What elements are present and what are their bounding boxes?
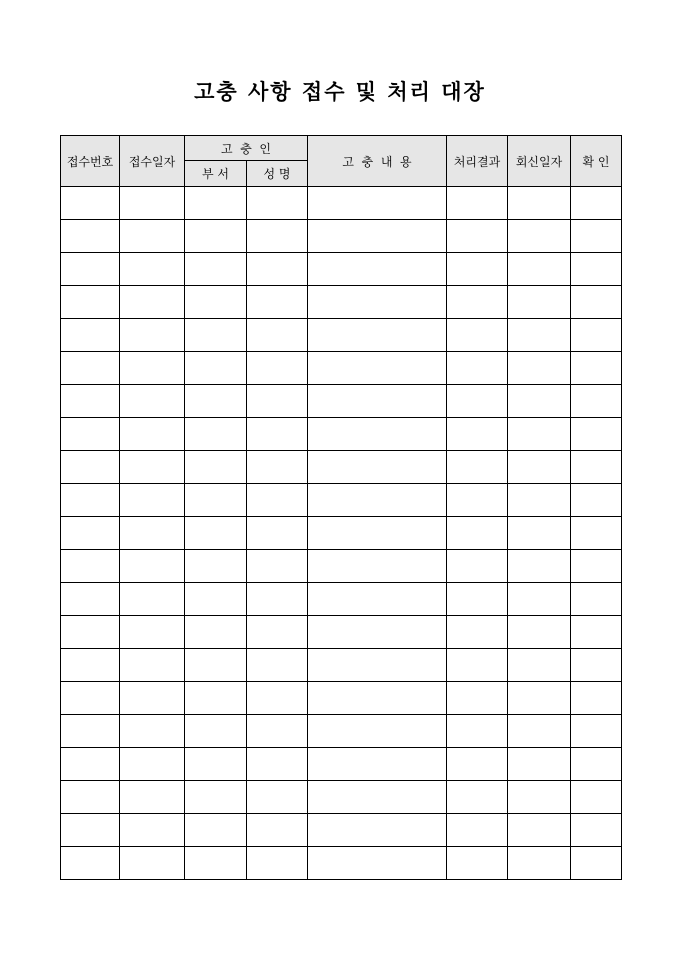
ledger-cell[interactable]	[308, 220, 447, 253]
ledger-cell[interactable]	[185, 484, 247, 517]
ledger-cell[interactable]	[447, 616, 508, 649]
ledger-cell[interactable]	[185, 286, 247, 319]
ledger-cell[interactable]	[508, 253, 571, 286]
ledger-cell[interactable]	[61, 550, 120, 583]
ledger-cell[interactable]	[308, 517, 447, 550]
ledger-cell[interactable]	[447, 319, 508, 352]
ledger-cell[interactable]	[61, 319, 120, 352]
ledger-cell[interactable]	[120, 319, 185, 352]
ledger-cell[interactable]	[185, 220, 247, 253]
ledger-cell[interactable]	[571, 748, 622, 781]
ledger-row	[61, 715, 622, 748]
complaint-ledger-table	[60, 135, 622, 880]
ledger-cell[interactable]	[308, 286, 447, 319]
ledger-cell[interactable]	[185, 187, 247, 220]
ledger-row	[61, 484, 622, 517]
ledger-cell[interactable]	[120, 550, 185, 583]
ledger-cell[interactable]	[447, 649, 508, 682]
ledger-cell[interactable]	[571, 319, 622, 352]
ledger-cell[interactable]	[120, 253, 185, 286]
ledger-cell[interactable]	[571, 847, 622, 880]
ledger-cell[interactable]	[247, 649, 308, 682]
ledger-cell[interactable]	[308, 418, 447, 451]
ledger-cell[interactable]	[508, 385, 571, 418]
ledger-cell[interactable]	[120, 286, 185, 319]
ledger-cell[interactable]	[571, 814, 622, 847]
ledger-cell[interactable]	[447, 748, 508, 781]
ledger-body	[61, 187, 622, 880]
ledger-row	[61, 220, 622, 253]
ledger-cell[interactable]	[308, 814, 447, 847]
ledger-cell[interactable]	[247, 748, 308, 781]
ledger-cell[interactable]	[571, 220, 622, 253]
ledger-cell[interactable]	[61, 814, 120, 847]
ledger-cell[interactable]	[447, 385, 508, 418]
ledger-row	[61, 649, 622, 682]
ledger-row	[61, 550, 622, 583]
ledger-cell[interactable]	[447, 220, 508, 253]
ledger-cell[interactable]	[571, 451, 622, 484]
ledger-cell[interactable]	[120, 583, 185, 616]
ledger-cell[interactable]	[120, 451, 185, 484]
ledger-cell[interactable]	[185, 847, 247, 880]
ledger-cell[interactable]	[571, 418, 622, 451]
ledger-cell[interactable]	[185, 781, 247, 814]
ledger-row	[61, 319, 622, 352]
ledger-cell[interactable]	[120, 748, 185, 781]
ledger-cell[interactable]	[308, 847, 447, 880]
ledger-cell[interactable]	[61, 253, 120, 286]
ledger-cell[interactable]	[185, 550, 247, 583]
ledger-cell[interactable]	[308, 484, 447, 517]
ledger-cell[interactable]	[61, 352, 120, 385]
ledger-cell[interactable]	[120, 649, 185, 682]
ledger-cell[interactable]	[508, 814, 571, 847]
ledger-row	[61, 187, 622, 220]
ledger-cell[interactable]	[61, 715, 120, 748]
ledger-cell[interactable]	[61, 682, 120, 715]
ledger-cell[interactable]	[120, 682, 185, 715]
ledger-row	[61, 385, 622, 418]
ledger-cell[interactable]	[447, 682, 508, 715]
ledger-cell[interactable]	[185, 319, 247, 352]
ledger-cell[interactable]	[61, 847, 120, 880]
ledger-cell[interactable]	[61, 616, 120, 649]
header-receipt-no: 접수번호	[61, 136, 120, 187]
ledger-cell[interactable]	[508, 748, 571, 781]
ledger-cell[interactable]	[61, 583, 120, 616]
ledger-cell[interactable]	[120, 220, 185, 253]
ledger-row	[61, 748, 622, 781]
page-title: 고충 사항 접수 및 처리 대장	[194, 79, 486, 104]
ledger-cell[interactable]	[247, 583, 308, 616]
ledger-cell[interactable]	[308, 682, 447, 715]
ledger-cell[interactable]	[185, 715, 247, 748]
ledger-cell[interactable]	[571, 187, 622, 220]
header-complainant: 고 충 인	[185, 136, 308, 161]
ledger-cell[interactable]	[508, 484, 571, 517]
ledger-cell[interactable]	[120, 187, 185, 220]
ledger-cell[interactable]	[508, 583, 571, 616]
ledger-cell[interactable]	[308, 451, 447, 484]
ledger-row	[61, 418, 622, 451]
ledger-cell[interactable]	[185, 418, 247, 451]
ledger-cell[interactable]	[447, 583, 508, 616]
ledger-cell[interactable]	[61, 418, 120, 451]
ledger-cell[interactable]	[185, 517, 247, 550]
ledger-cell[interactable]	[508, 319, 571, 352]
ledger-row	[61, 451, 622, 484]
ledger-cell[interactable]	[308, 583, 447, 616]
ledger-cell[interactable]	[508, 220, 571, 253]
ledger-cell[interactable]	[120, 715, 185, 748]
ledger-cell[interactable]	[61, 385, 120, 418]
ledger-cell[interactable]	[120, 517, 185, 550]
ledger-cell[interactable]	[308, 385, 447, 418]
ledger-cell[interactable]	[447, 550, 508, 583]
ledger-cell[interactable]	[508, 715, 571, 748]
ledger-cell[interactable]	[447, 517, 508, 550]
ledger-row	[61, 517, 622, 550]
ledger-cell[interactable]	[247, 550, 308, 583]
ledger-cell[interactable]	[61, 451, 120, 484]
ledger-cell[interactable]	[571, 484, 622, 517]
ledger-cell[interactable]	[571, 517, 622, 550]
ledger-cell[interactable]	[571, 781, 622, 814]
ledger-cell[interactable]	[61, 781, 120, 814]
ledger-row	[61, 253, 622, 286]
ledger-cell[interactable]	[447, 187, 508, 220]
ledger-cell[interactable]	[447, 418, 508, 451]
ledger-cell[interactable]	[571, 352, 622, 385]
ledger-cell[interactable]	[508, 352, 571, 385]
ledger-cell[interactable]	[247, 385, 308, 418]
ledger-cell[interactable]	[120, 847, 185, 880]
ledger-cell[interactable]	[120, 385, 185, 418]
ledger-cell[interactable]	[508, 451, 571, 484]
ledger-cell[interactable]	[247, 286, 308, 319]
ledger-cell[interactable]	[247, 484, 308, 517]
ledger-cell[interactable]	[185, 649, 247, 682]
ledger-cell[interactable]	[185, 385, 247, 418]
ledger-cell[interactable]	[185, 451, 247, 484]
ledger-cell[interactable]	[571, 385, 622, 418]
ledger-row	[61, 847, 622, 880]
ledger-cell[interactable]	[61, 220, 120, 253]
header-department: 부 서	[185, 161, 247, 187]
ledger-cell[interactable]	[571, 286, 622, 319]
ledger-cell[interactable]	[447, 451, 508, 484]
ledger-cell[interactable]	[185, 748, 247, 781]
ledger-cell[interactable]	[508, 847, 571, 880]
ledger-cell[interactable]	[247, 781, 308, 814]
ledger-row	[61, 814, 622, 847]
header-result: 처리결과	[447, 136, 508, 187]
header-confirm: 확 인	[571, 136, 622, 187]
ledger-row	[61, 616, 622, 649]
ledger-cell[interactable]	[61, 484, 120, 517]
header-receipt-date: 접수일자	[120, 136, 185, 187]
ledger-cell[interactable]	[508, 616, 571, 649]
ledger-cell[interactable]	[571, 253, 622, 286]
ledger-cell[interactable]	[508, 781, 571, 814]
ledger-cell[interactable]	[571, 583, 622, 616]
ledger-cell[interactable]	[308, 649, 447, 682]
ledger-row	[61, 352, 622, 385]
ledger-cell[interactable]	[308, 352, 447, 385]
ledger-cell[interactable]	[447, 286, 508, 319]
ledger-cell[interactable]	[61, 187, 120, 220]
ledger-cell[interactable]	[247, 517, 308, 550]
ledger-cell[interactable]	[447, 715, 508, 748]
ledger-cell[interactable]	[247, 715, 308, 748]
ledger-cell[interactable]	[61, 649, 120, 682]
ledger-cell[interactable]	[185, 583, 247, 616]
ledger-cell[interactable]	[247, 451, 308, 484]
ledger-cell[interactable]	[508, 286, 571, 319]
ledger-cell[interactable]	[308, 616, 447, 649]
ledger-cell[interactable]	[508, 187, 571, 220]
ledger-cell[interactable]	[247, 220, 308, 253]
ledger-cell[interactable]	[308, 550, 447, 583]
ledger-cell[interactable]	[247, 682, 308, 715]
ledger-cell[interactable]	[508, 682, 571, 715]
ledger-cell[interactable]	[185, 616, 247, 649]
ledger-cell[interactable]	[571, 715, 622, 748]
ledger-cell[interactable]	[247, 847, 308, 880]
ledger-cell[interactable]	[247, 616, 308, 649]
ledger-row	[61, 781, 622, 814]
ledger-cell[interactable]	[447, 781, 508, 814]
ledger-cell[interactable]	[247, 319, 308, 352]
ledger-cell[interactable]	[508, 550, 571, 583]
ledger-cell[interactable]	[447, 253, 508, 286]
ledger-cell[interactable]	[185, 352, 247, 385]
ledger-row	[61, 583, 622, 616]
ledger-cell[interactable]	[308, 253, 447, 286]
ledger-cell[interactable]	[247, 352, 308, 385]
ledger-cell[interactable]	[447, 814, 508, 847]
ledger-cell[interactable]	[120, 484, 185, 517]
ledger-cell[interactable]	[508, 517, 571, 550]
ledger-cell[interactable]	[308, 715, 447, 748]
header-name: 성 명	[247, 161, 308, 187]
ledger-cell[interactable]	[571, 649, 622, 682]
ledger-cell[interactable]	[185, 682, 247, 715]
ledger-cell[interactable]	[120, 616, 185, 649]
ledger-row	[61, 682, 622, 715]
ledger-cell[interactable]	[247, 253, 308, 286]
ledger-cell[interactable]	[120, 352, 185, 385]
ledger-cell[interactable]	[120, 418, 185, 451]
ledger-cell[interactable]	[247, 418, 308, 451]
ledger-cell[interactable]	[508, 649, 571, 682]
ledger-cell[interactable]	[120, 781, 185, 814]
ledger-cell[interactable]	[61, 286, 120, 319]
ledger-cell[interactable]	[571, 616, 622, 649]
ledger-cell[interactable]	[61, 517, 120, 550]
ledger-cell[interactable]	[447, 484, 508, 517]
ledger-cell[interactable]	[185, 253, 247, 286]
ledger-cell[interactable]	[447, 847, 508, 880]
ledger-cell[interactable]	[247, 814, 308, 847]
ledger-cell[interactable]	[308, 781, 447, 814]
header-reply-date: 회신일자	[508, 136, 571, 187]
ledger-cell[interactable]	[308, 319, 447, 352]
ledger-cell[interactable]	[308, 187, 447, 220]
ledger-cell[interactable]	[508, 418, 571, 451]
ledger-cell[interactable]	[120, 814, 185, 847]
ledger-cell[interactable]	[571, 550, 622, 583]
ledger-cell[interactable]	[61, 748, 120, 781]
ledger-cell[interactable]	[247, 187, 308, 220]
header-content: 고 충 내 용	[308, 136, 447, 187]
ledger-cell[interactable]	[185, 814, 247, 847]
ledger-row	[61, 286, 622, 319]
ledger-cell[interactable]	[308, 748, 447, 781]
ledger-cell[interactable]	[447, 352, 508, 385]
ledger-cell[interactable]	[571, 682, 622, 715]
